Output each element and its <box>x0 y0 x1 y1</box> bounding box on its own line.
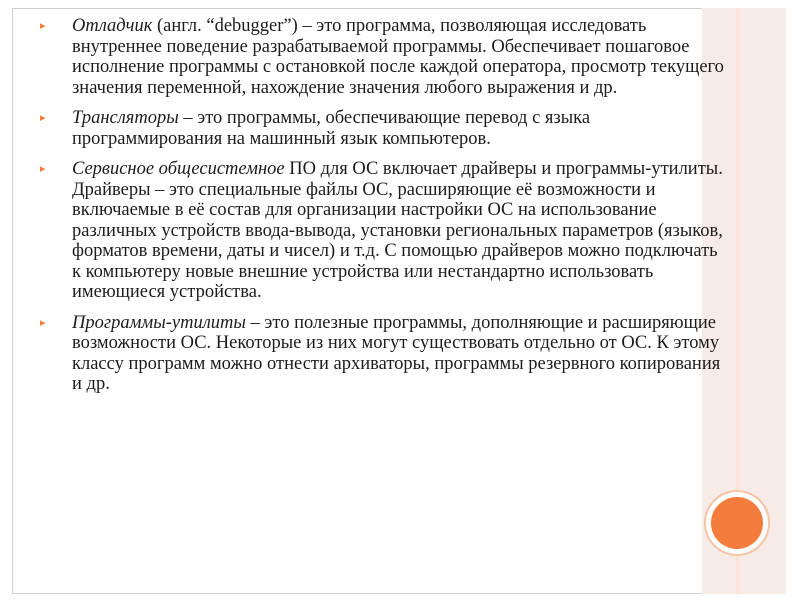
bullet-icon: ▸ <box>40 20 46 32</box>
term-system-software: Сервисное общесистемное <box>72 159 285 179</box>
text-system-software: ПО для ОС включает драйверы и программы-утилиты. <box>284 159 723 179</box>
bullet-icon: ▸ <box>40 316 46 329</box>
term-translators: Трансляторы <box>72 108 179 128</box>
accent-circle-icon <box>711 497 763 549</box>
text-translators: – это программы, обеспечивающие перевод с языка программирования на машинный язык компьютеров. <box>72 108 591 149</box>
paragraph-utilities <box>40 313 730 395</box>
paragraph-system-software <box>40 159 730 303</box>
bullet-icon: ▸ <box>40 112 46 124</box>
paragraph-translators <box>40 108 730 149</box>
bullet-icon: ▸ <box>40 163 46 175</box>
text-debugger: (англ. “debugger”) – это программа, позволяющая исследовать внутреннее поведение разрабатываемой программы. Обеспечивает пошаговое исполнение программы с остановкой после каждой оператора, просмотр текущего значения переменной, нахождение значения любого выражения и др. <box>72 16 724 98</box>
text-drivers: Драйверы – это специальные файлы ОС, расширяющие её возможности и включаемые в её состав для организации настройки ОС на использование различных устройств ввода-вывода, установки региональных параметров (языков, форматов времени, даты и чисел) и т.д. С помощью драйверов можно подключать к компьютеру новые внешние устройства или нестандартно использовать имеющиеся устройства. <box>72 179 723 302</box>
text-utilities: – это полезные программы, дополняющие и расширяющие возможности ОС. Некоторые из них могут существовать отдельно от ОС. К этому классу программ можно отнести архиваторы, программы резервного копирования и др. <box>72 312 721 394</box>
term-utilities: Программы-утилиты <box>72 312 246 333</box>
paragraph-debugger <box>40 16 730 98</box>
slide-content <box>40 16 730 405</box>
term-debugger: Отладчик <box>72 16 153 36</box>
